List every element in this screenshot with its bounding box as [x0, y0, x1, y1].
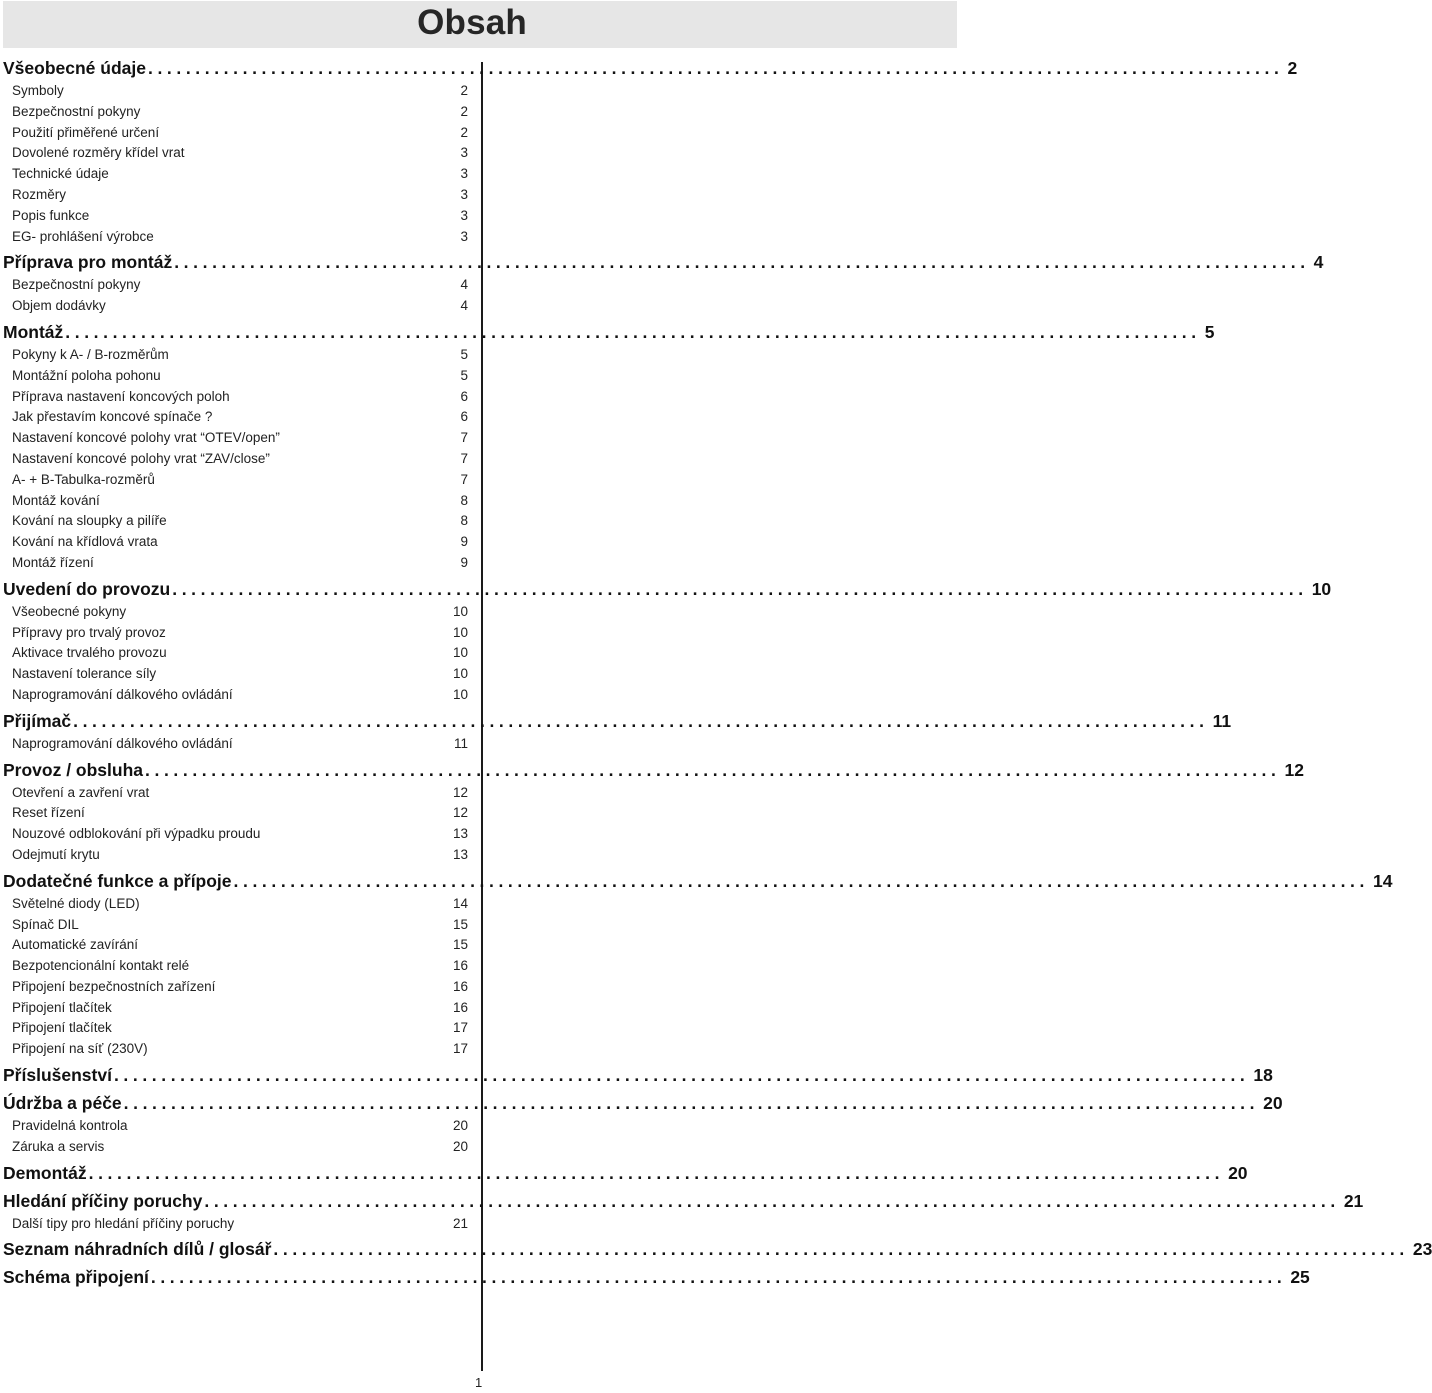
dot-leader: ........................................................................................................................: [147, 58, 1284, 78]
toc-entry[interactable]: [3, 123, 469, 144]
toc-entry-list: [3, 894, 469, 1060]
section-title: Provoz / obsluha: [3, 759, 144, 780]
section-page: 4: [1313, 252, 1324, 273]
toc-entry-list: [3, 783, 469, 866]
entry-page: 3: [460, 207, 468, 223]
toc-entry[interactable]: [3, 623, 469, 644]
toc-entry[interactable]: [3, 366, 469, 387]
entry-page: 20: [452, 1118, 468, 1134]
toc-entry[interactable]: [3, 1018, 469, 1039]
entry-page: 14: [452, 895, 468, 911]
entry-page: 8: [460, 492, 468, 508]
section-title: Montáž: [3, 321, 64, 342]
entry-label: Bezpotencionální kontakt relé: [12, 958, 190, 974]
toc-entry-list: [3, 81, 469, 247]
section-title: Seznam náhradních dílů / glosář: [3, 1239, 272, 1260]
toc-entry[interactable]: [3, 185, 469, 206]
entry-label: Aktivace trvalého provozu: [12, 645, 167, 661]
entry-page: 17: [452, 1041, 468, 1057]
toc-section-heading[interactable]: [3, 868, 1393, 894]
entry-page: 9: [460, 534, 468, 550]
entry-label: Nouzové odblokování při výpadku proudu: [12, 826, 261, 842]
toc-section-heading[interactable]: [3, 319, 1215, 345]
dot-leader: ........................................................................................................................: [150, 1267, 1287, 1288]
entry-page: 13: [452, 826, 468, 842]
toc-entry[interactable]: [3, 81, 469, 102]
entry-label: Příprava nastavení koncových poloh: [12, 388, 230, 404]
entry-label: Technické údaje: [12, 166, 109, 182]
section-page: 21: [1343, 1190, 1364, 1211]
toc-entry[interactable]: [3, 275, 469, 296]
entry-page: 3: [460, 166, 468, 182]
dot-leader: ........................................................................................................................: [172, 578, 1308, 599]
toc-entry[interactable]: [3, 227, 469, 248]
toc-entry[interactable]: [3, 387, 469, 408]
entry-label: Rozměry: [12, 186, 67, 202]
entry-page: 10: [452, 686, 468, 702]
toc-entry[interactable]: [3, 643, 469, 664]
entry-page: 15: [452, 916, 468, 932]
toc-entry[interactable]: [3, 345, 469, 366]
toc-section-heading[interactable]: [3, 55, 1298, 81]
section-title: Hledání příčiny poruchy: [3, 1190, 203, 1211]
section-page: 12: [1284, 759, 1304, 780]
entry-page: 13: [452, 846, 468, 862]
toc-entry[interactable]: [3, 143, 469, 164]
toc-entry[interactable]: [3, 935, 469, 956]
toc-entry[interactable]: [3, 407, 469, 428]
toc-entry[interactable]: [3, 803, 469, 824]
dot-leader: ........................................................................................................................: [233, 870, 1369, 891]
section-title: Demontáž: [3, 1162, 87, 1183]
entry-label: EG- prohlášení výrobce: [12, 228, 154, 244]
toc-entry[interactable]: [3, 511, 469, 532]
page-number: 1: [475, 1375, 483, 1390]
toc-entry[interactable]: [3, 845, 469, 866]
entry-label: Naprogramování dálkového ovládání: [12, 735, 233, 751]
dot-leader: ........................................................................................................................: [145, 759, 1281, 780]
section-title: Přijímač: [3, 710, 72, 731]
section-page: 20: [1228, 1162, 1248, 1183]
entry-page: 15: [452, 937, 468, 953]
entry-page: 3: [460, 186, 468, 202]
entry-page: 16: [452, 999, 468, 1015]
entry-page: 21: [452, 1215, 468, 1231]
toc-entry-list: [3, 602, 469, 706]
entry-label: Spínač DIL: [12, 916, 79, 932]
entry-page: 10: [452, 624, 468, 640]
entry-page: 4: [460, 277, 468, 293]
toc-entry[interactable]: [3, 1039, 469, 1060]
toc-section-heading[interactable]: [3, 708, 1232, 734]
entry-label: Reset řízení: [12, 805, 85, 821]
dot-leader: ........................................................................................................................: [273, 1239, 1409, 1260]
toc-entry[interactable]: [3, 532, 469, 553]
dot-leader: ........................................................................................................................: [88, 1162, 1225, 1183]
dot-leader: ........................................................................................................................: [73, 710, 1209, 731]
entry-label: Naprogramování dálkového ovládání: [12, 686, 233, 702]
entry-page: 5: [460, 367, 468, 383]
section-title: Příprava pro montáž: [3, 252, 173, 273]
section-title: Uvedení do provozu: [3, 578, 171, 599]
entry-page: 4: [460, 298, 468, 314]
section-title: Dodatečné funkce a přípoje: [3, 870, 232, 891]
entry-page: 2: [460, 124, 468, 140]
entry-label: Připojení tlačítek: [12, 1020, 112, 1036]
entry-label: Všeobecné pokyny: [12, 603, 127, 619]
dot-leader: ........................................................................................................................: [204, 1190, 1340, 1211]
toc-entry[interactable]: [3, 491, 469, 512]
entry-label: Odejmutí krytu: [12, 846, 100, 862]
toc-entry-list: [3, 345, 469, 574]
section-page: 25: [1290, 1267, 1310, 1288]
toc-entry[interactable]: [3, 296, 469, 317]
entry-page: 7: [460, 430, 468, 446]
toc-section-heading[interactable]: [3, 1062, 1273, 1088]
dot-leader: ........................................................................................................................: [65, 321, 1201, 342]
section-title: Údržba a péče: [3, 1093, 122, 1114]
entry-label: Přípravy pro trvalý provoz: [12, 624, 166, 640]
entry-label: Nastavení koncové polohy vrat “ZAV/close”: [12, 450, 270, 466]
toc-entry[interactable]: [3, 783, 469, 804]
entry-page: 16: [452, 958, 468, 974]
entry-label: Připojení na síť (230V): [12, 1041, 148, 1057]
entry-label: Připojení tlačítek: [12, 999, 112, 1015]
entry-label: Další tipy pro hledání příčiny poruchy: [12, 1215, 235, 1231]
entry-page: 17: [452, 1020, 468, 1036]
entry-page: 5: [460, 346, 468, 362]
section-page: 5: [1204, 321, 1215, 342]
toc-entry[interactable]: [3, 1214, 469, 1235]
entry-label: Nastavení tolerance síly: [12, 666, 157, 682]
toc-entry-list: [3, 734, 469, 755]
entry-label: Pravidelná kontrola: [12, 1118, 128, 1134]
toc-entry[interactable]: [3, 470, 469, 491]
entry-page: 20: [452, 1138, 468, 1154]
toc-entry[interactable]: [3, 602, 469, 623]
entry-page: 11: [453, 735, 468, 751]
entry-page: 7: [460, 471, 468, 487]
entry-label: Bezpečnostní pokyny: [12, 103, 141, 119]
entry-page: 2: [460, 83, 468, 98]
entry-label: Montáž řízení: [12, 554, 94, 570]
toc-entry-list: [3, 1116, 469, 1158]
toc-entry[interactable]: [3, 164, 469, 185]
toc-entry[interactable]: [3, 1137, 469, 1158]
section-title: Schéma připojení: [3, 1267, 149, 1288]
entry-label: Světelné diody (LED): [12, 895, 140, 911]
entry-page: 3: [460, 145, 468, 161]
section-page: 18: [1253, 1065, 1273, 1086]
dot-leader: ........................................................................................................................: [174, 252, 1310, 273]
toc-entry[interactable]: [3, 1116, 469, 1137]
toc-section-heading[interactable]: [3, 757, 1304, 783]
entry-label: Jak přestavím koncové spínače ?: [12, 409, 213, 425]
table-of-contents: [3, 55, 1432, 1292]
section-page: 14: [1372, 870, 1393, 891]
toc-section-heading[interactable]: [3, 1090, 1283, 1116]
title-bar: [3, 1, 957, 48]
toc-entry[interactable]: [3, 734, 469, 755]
entry-page: 10: [452, 645, 468, 661]
entry-page: 16: [452, 978, 468, 994]
entry-label: Automatické zavírání: [12, 937, 139, 953]
entry-label: Nastavení koncové polohy vrat “OTEV/open”: [12, 430, 280, 446]
entry-page: 12: [452, 784, 468, 800]
toc-entry[interactable]: [3, 206, 469, 227]
entry-label: Montážní poloha pohonu: [12, 367, 161, 383]
entry-page: 6: [460, 409, 468, 425]
entry-page: 9: [460, 554, 468, 570]
entry-page: 8: [460, 513, 468, 529]
section-page: 10: [1311, 578, 1332, 599]
entry-label: Symboly: [12, 83, 64, 98]
entry-page: 10: [452, 666, 468, 682]
entry-label: Připojení bezpečnostních zařízení: [12, 978, 216, 994]
entry-label: Kování na sloupky a pilíře: [12, 513, 167, 529]
entry-page: 2: [460, 103, 468, 119]
toc-section-heading[interactable]: [3, 576, 1332, 602]
entry-label: Bezpečnostní pokyny: [12, 277, 141, 293]
entry-label: Montáž kování: [12, 492, 100, 508]
section-page: 20: [1263, 1093, 1283, 1114]
toc-entry-list: [3, 1214, 469, 1235]
section-page: 23: [1412, 1239, 1432, 1260]
page-title: Obsah: [417, 3, 527, 42]
entry-label: Použití přiměřené určení: [12, 124, 160, 140]
section-page: 11: [1212, 710, 1232, 731]
toc-entry-list: [3, 275, 469, 317]
section-page: 2: [1287, 58, 1298, 78]
entry-label: Pokyny k A- / B-rozměrům: [12, 346, 169, 362]
toc-entry[interactable]: [3, 824, 469, 845]
toc-entry[interactable]: [3, 977, 469, 998]
toc-entry[interactable]: [3, 998, 469, 1019]
toc-entry[interactable]: [3, 915, 469, 936]
entry-label: Otevření a zavření vrat: [12, 784, 150, 800]
entry-label: A- + B-Tabulka-rozměrů: [12, 471, 155, 487]
toc-entry[interactable]: [3, 553, 469, 574]
entry-page: 6: [460, 388, 468, 404]
entry-label: Kování na křídlová vrata: [12, 534, 158, 550]
section-title: Všeobecné údaje: [3, 58, 146, 78]
entry-label: Objem dodávky: [12, 298, 106, 314]
entry-label: Dovolené rozměry křídel vrat: [12, 145, 185, 161]
toc-entry[interactable]: [3, 956, 469, 977]
dot-leader: ........................................................................................................................: [113, 1065, 1250, 1086]
toc-section-heading[interactable]: [3, 1236, 1432, 1262]
toc-entry[interactable]: [3, 102, 469, 123]
section-title: Příslušenství: [3, 1065, 112, 1086]
toc-entry[interactable]: [3, 428, 469, 449]
entry-page: 12: [452, 805, 468, 821]
entry-page: 10: [452, 603, 468, 619]
entry-label: Záruka a servis: [12, 1138, 105, 1154]
toc-entry[interactable]: [3, 894, 469, 915]
entry-page: 7: [460, 450, 468, 466]
toc-section-heading[interactable]: [3, 249, 1324, 275]
toc-entry[interactable]: [3, 685, 469, 706]
toc-entry[interactable]: [3, 449, 469, 470]
toc-section-heading[interactable]: [3, 1188, 1364, 1214]
toc-section-heading[interactable]: [3, 1160, 1248, 1186]
entry-label: Popis funkce: [12, 207, 90, 223]
dot-leader: ........................................................................................................................: [123, 1093, 1260, 1114]
toc-entry[interactable]: [3, 664, 469, 685]
entry-page: 3: [460, 228, 468, 244]
toc-section-heading[interactable]: [3, 1264, 1310, 1290]
